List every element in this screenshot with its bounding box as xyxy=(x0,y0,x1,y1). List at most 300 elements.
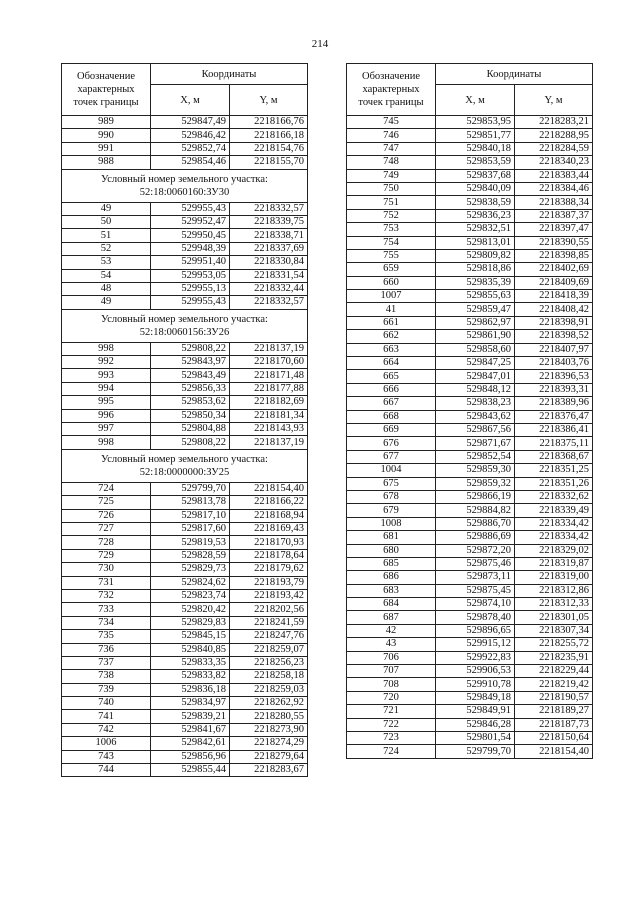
x-cell: 529837,68 xyxy=(436,169,515,182)
point-id-cell: 1004 xyxy=(347,464,436,477)
x-cell: 529839,21 xyxy=(151,710,230,723)
table-row xyxy=(347,397,593,410)
table-row xyxy=(347,236,593,249)
table-row xyxy=(347,383,593,396)
y-cell: 2218154,40 xyxy=(515,745,593,758)
x-cell: 529836,18 xyxy=(151,683,230,696)
point-id-cell: 993 xyxy=(62,369,151,382)
point-id-cell: 988 xyxy=(62,156,151,169)
y-cell: 2218179,62 xyxy=(230,563,308,576)
land-plot-heading: Условный номер земельного участка: 52:18:0000000:ЗУ25 xyxy=(62,449,308,482)
point-id-cell: 749 xyxy=(347,169,436,182)
x-cell: 529950,45 xyxy=(151,229,230,242)
y-cell: 2218137,19 xyxy=(230,436,308,449)
y-cell: 2218351,25 xyxy=(515,464,593,477)
y-cell: 2218383,44 xyxy=(515,169,593,182)
y-cell: 2218389,96 xyxy=(515,397,593,410)
x-cell: 529874,10 xyxy=(436,598,515,611)
x-cell: 529818,86 xyxy=(436,263,515,276)
table-row xyxy=(347,731,593,744)
y-cell: 2218339,49 xyxy=(515,504,593,517)
point-id-cell: 684 xyxy=(347,598,436,611)
table-row xyxy=(62,522,308,535)
table-row xyxy=(347,490,593,503)
x-cell: 529871,67 xyxy=(436,437,515,450)
table-row xyxy=(62,129,308,142)
point-id-cell: 1008 xyxy=(347,517,436,530)
x-cell: 529866,19 xyxy=(436,490,515,503)
table-row xyxy=(62,482,308,495)
table-row xyxy=(62,549,308,562)
table-body-right xyxy=(347,116,593,759)
table-row xyxy=(347,142,593,155)
y-cell: 2218280,55 xyxy=(230,710,308,723)
y-cell: 2218396,53 xyxy=(515,370,593,383)
table-row xyxy=(62,589,308,602)
table-row xyxy=(62,576,308,589)
x-cell: 529851,77 xyxy=(436,129,515,142)
table-row xyxy=(62,656,308,669)
table-row xyxy=(347,263,593,276)
x-cell: 529820,42 xyxy=(151,603,230,616)
point-id-cell: 50 xyxy=(62,215,151,228)
x-cell: 529878,40 xyxy=(436,611,515,624)
y-cell: 2218338,71 xyxy=(230,229,308,242)
x-cell: 529835,39 xyxy=(436,276,515,289)
x-cell: 529843,49 xyxy=(151,369,230,382)
y-cell: 2218177,88 xyxy=(230,382,308,395)
y-cell: 2218388,34 xyxy=(515,196,593,209)
y-cell: 2218258,18 xyxy=(230,670,308,683)
section-row xyxy=(62,309,308,342)
table-row xyxy=(62,670,308,683)
y-cell: 2218398,52 xyxy=(515,330,593,343)
x-cell: 529838,59 xyxy=(436,196,515,209)
table-row xyxy=(62,282,308,295)
point-id-cell: 53 xyxy=(62,256,151,269)
coordinates-header: Координаты xyxy=(151,64,308,85)
table-row xyxy=(62,697,308,710)
table-row xyxy=(62,202,308,215)
x-cell: 529856,96 xyxy=(151,750,230,763)
y-cell: 2218273,90 xyxy=(230,723,308,736)
point-id-cell: 728 xyxy=(62,536,151,549)
y-cell: 2218150,64 xyxy=(515,731,593,744)
point-id-cell: 52 xyxy=(62,242,151,255)
point-id-cell: 998 xyxy=(62,436,151,449)
table-row xyxy=(347,531,593,544)
table-row xyxy=(347,571,593,584)
y-cell: 2218398,91 xyxy=(515,316,593,329)
table-row xyxy=(347,544,593,557)
point-id-cell: 752 xyxy=(347,209,436,222)
point-id-cell: 751 xyxy=(347,196,436,209)
point-id-cell: 734 xyxy=(62,616,151,629)
y-cell: 2218256,23 xyxy=(230,656,308,669)
point-id-cell: 747 xyxy=(347,142,436,155)
table-row xyxy=(62,750,308,763)
y-cell: 2218219,42 xyxy=(515,678,593,691)
y-cell: 2218262,92 xyxy=(230,697,308,710)
table-row xyxy=(62,536,308,549)
point-id-cell: 722 xyxy=(347,718,436,731)
point-id-cell: 730 xyxy=(62,563,151,576)
table-row xyxy=(62,509,308,522)
table-row xyxy=(347,477,593,490)
coordinates-header: Координаты xyxy=(436,64,593,85)
table-row xyxy=(62,396,308,409)
y-cell: 2218279,64 xyxy=(230,750,308,763)
y-cell: 2218340,23 xyxy=(515,156,593,169)
y-cell: 2218274,29 xyxy=(230,737,308,750)
y-cell: 2218171,48 xyxy=(230,369,308,382)
y-cell: 2218137,19 xyxy=(230,342,308,355)
table-row xyxy=(347,557,593,570)
point-id-cell: 664 xyxy=(347,357,436,370)
table-row xyxy=(62,603,308,616)
x-cell: 529955,43 xyxy=(151,202,230,215)
y-cell: 2218386,41 xyxy=(515,423,593,436)
y-cell: 2218334,42 xyxy=(515,531,593,544)
table-row xyxy=(62,710,308,723)
table-row xyxy=(347,437,593,450)
table-row xyxy=(347,611,593,624)
table-row xyxy=(347,182,593,195)
x-cell: 529799,70 xyxy=(436,745,515,758)
x-cell: 529955,13 xyxy=(151,282,230,295)
x-cell: 529852,54 xyxy=(436,450,515,463)
y-header: Y, м xyxy=(230,85,308,116)
table-row xyxy=(62,683,308,696)
y-cell: 2218368,67 xyxy=(515,450,593,463)
point-id-cell: 743 xyxy=(62,750,151,763)
y-header: Y, м xyxy=(515,85,593,116)
point-id-cell: 668 xyxy=(347,410,436,423)
y-cell: 2218235,91 xyxy=(515,651,593,664)
table-row xyxy=(347,464,593,477)
y-cell: 2218384,46 xyxy=(515,182,593,195)
x-cell: 529906,53 xyxy=(436,665,515,678)
y-cell: 2218331,54 xyxy=(230,269,308,282)
point-id-cell: 54 xyxy=(62,269,151,282)
y-cell: 2218409,69 xyxy=(515,276,593,289)
table-row xyxy=(62,142,308,155)
point-id-cell: 662 xyxy=(347,330,436,343)
x-cell: 529896,65 xyxy=(436,624,515,637)
y-cell: 2218307,34 xyxy=(515,624,593,637)
table-row xyxy=(62,643,308,656)
table-row xyxy=(62,764,308,777)
page-number: 214 xyxy=(311,38,329,50)
point-id-cell: 755 xyxy=(347,249,436,262)
table-row xyxy=(347,665,593,678)
point-id-cell: 708 xyxy=(347,678,436,691)
x-cell: 529872,20 xyxy=(436,544,515,557)
y-cell: 2218397,47 xyxy=(515,223,593,236)
point-id-cell: 683 xyxy=(347,584,436,597)
y-cell: 2218143,93 xyxy=(230,423,308,436)
point-id-cell: 727 xyxy=(62,522,151,535)
point-id-cell: 677 xyxy=(347,450,436,463)
point-id-cell: 990 xyxy=(62,129,151,142)
point-id-cell: 995 xyxy=(62,396,151,409)
x-cell: 529861,90 xyxy=(436,330,515,343)
x-cell: 529846,42 xyxy=(151,129,230,142)
x-cell: 529801,54 xyxy=(436,731,515,744)
point-id-cell: 48 xyxy=(62,282,151,295)
point-id-cell: 1007 xyxy=(347,290,436,303)
x-cell: 529922,83 xyxy=(436,651,515,664)
designation-header: Обозначение характерных точек границы xyxy=(347,64,436,116)
point-id-cell: 732 xyxy=(62,589,151,602)
y-cell: 2218259,07 xyxy=(230,643,308,656)
point-id-cell: 42 xyxy=(347,624,436,637)
x-cell: 529808,22 xyxy=(151,436,230,449)
x-cell: 529915,12 xyxy=(436,638,515,651)
table-row xyxy=(347,330,593,343)
x-cell: 529862,97 xyxy=(436,316,515,329)
table-row xyxy=(62,356,308,369)
x-cell: 529840,85 xyxy=(151,643,230,656)
y-cell: 2218187,73 xyxy=(515,718,593,731)
y-cell: 2218334,42 xyxy=(515,517,593,530)
x-cell: 529886,70 xyxy=(436,517,515,530)
point-id-cell: 994 xyxy=(62,382,151,395)
x-cell: 529854,46 xyxy=(151,156,230,169)
x-cell: 529951,40 xyxy=(151,256,230,269)
x-cell: 529859,30 xyxy=(436,464,515,477)
x-header: X, м xyxy=(151,85,230,116)
x-cell: 529952,47 xyxy=(151,215,230,228)
designation-header: Обозначение характерных точек границы xyxy=(62,64,151,116)
table-row xyxy=(62,630,308,643)
point-id-cell: 996 xyxy=(62,409,151,422)
point-id-cell: 723 xyxy=(347,731,436,744)
x-cell: 529809,82 xyxy=(436,249,515,262)
y-cell: 2218407,97 xyxy=(515,343,593,356)
x-cell: 529840,09 xyxy=(436,182,515,195)
point-id-cell: 707 xyxy=(347,665,436,678)
table-row xyxy=(62,723,308,736)
x-cell: 529828,59 xyxy=(151,549,230,562)
y-cell: 2218351,26 xyxy=(515,477,593,490)
table-row xyxy=(347,249,593,262)
point-id-cell: 748 xyxy=(347,156,436,169)
point-id-cell: 745 xyxy=(347,116,436,129)
point-id-cell: 661 xyxy=(347,316,436,329)
y-cell: 2218283,21 xyxy=(515,116,593,129)
y-cell: 2218247,76 xyxy=(230,630,308,643)
table-row xyxy=(62,256,308,269)
x-cell: 529838,23 xyxy=(436,397,515,410)
table-row xyxy=(347,357,593,370)
y-cell: 2218319,00 xyxy=(515,571,593,584)
x-cell: 529867,56 xyxy=(436,423,515,436)
point-id-cell: 681 xyxy=(347,531,436,544)
table-row xyxy=(347,116,593,129)
y-cell: 2218166,18 xyxy=(230,129,308,142)
x-cell: 529799,70 xyxy=(151,482,230,495)
point-id-cell: 724 xyxy=(347,745,436,758)
table-row xyxy=(62,496,308,509)
point-id-cell: 687 xyxy=(347,611,436,624)
y-cell: 2218229,44 xyxy=(515,665,593,678)
y-cell: 2218154,76 xyxy=(230,142,308,155)
table-row xyxy=(347,718,593,731)
x-cell: 529873,11 xyxy=(436,571,515,584)
point-id-cell: 666 xyxy=(347,383,436,396)
y-cell: 2218330,84 xyxy=(230,256,308,269)
point-id-cell: 989 xyxy=(62,116,151,129)
y-cell: 2218337,69 xyxy=(230,242,308,255)
y-cell: 2218339,75 xyxy=(230,215,308,228)
x-cell: 529855,44 xyxy=(151,764,230,777)
y-cell: 2218375,11 xyxy=(515,437,593,450)
y-cell: 2218154,40 xyxy=(230,482,308,495)
x-cell: 529832,51 xyxy=(436,223,515,236)
point-id-cell: 725 xyxy=(62,496,151,509)
point-id-cell: 997 xyxy=(62,423,151,436)
point-id-cell: 680 xyxy=(347,544,436,557)
x-cell: 529836,23 xyxy=(436,209,515,222)
x-cell: 529853,59 xyxy=(436,156,515,169)
point-id-cell: 675 xyxy=(347,477,436,490)
table-row xyxy=(347,691,593,704)
point-id-cell: 43 xyxy=(347,638,436,651)
table-row xyxy=(347,450,593,463)
y-cell: 2218166,22 xyxy=(230,496,308,509)
y-cell: 2218301,05 xyxy=(515,611,593,624)
point-id-cell: 720 xyxy=(347,691,436,704)
y-cell: 2218312,33 xyxy=(515,598,593,611)
table-row xyxy=(62,269,308,282)
x-cell: 529834,97 xyxy=(151,697,230,710)
table-row xyxy=(347,745,593,758)
y-cell: 2218170,60 xyxy=(230,356,308,369)
table-row xyxy=(347,370,593,383)
x-header: X, м xyxy=(436,85,515,116)
table-row xyxy=(347,410,593,423)
point-id-cell: 726 xyxy=(62,509,151,522)
x-cell: 529833,35 xyxy=(151,656,230,669)
y-cell: 2218170,93 xyxy=(230,536,308,549)
point-id-cell: 686 xyxy=(347,571,436,584)
y-cell: 2218418,39 xyxy=(515,290,593,303)
point-id-cell: 678 xyxy=(347,490,436,503)
x-cell: 529856,33 xyxy=(151,382,230,395)
table-row xyxy=(347,196,593,209)
table-row xyxy=(62,215,308,228)
x-cell: 529813,01 xyxy=(436,236,515,249)
table-row xyxy=(347,129,593,142)
table-row xyxy=(347,156,593,169)
table-row xyxy=(62,382,308,395)
table-row xyxy=(347,316,593,329)
point-id-cell: 754 xyxy=(347,236,436,249)
point-id-cell: 998 xyxy=(62,342,151,355)
table-body-left xyxy=(62,116,308,777)
table-row xyxy=(62,242,308,255)
y-cell: 2218190,57 xyxy=(515,691,593,704)
y-cell: 2218259,03 xyxy=(230,683,308,696)
x-cell: 529845,15 xyxy=(151,630,230,643)
y-cell: 2218332,44 xyxy=(230,282,308,295)
y-cell: 2218329,02 xyxy=(515,544,593,557)
y-cell: 2218376,47 xyxy=(515,410,593,423)
x-cell: 529829,83 xyxy=(151,616,230,629)
x-cell: 529849,91 xyxy=(436,705,515,718)
y-cell: 2218169,43 xyxy=(230,522,308,535)
x-cell: 529884,82 xyxy=(436,504,515,517)
x-cell: 529813,78 xyxy=(151,496,230,509)
land-plot-heading: Условный номер земельного участка: 52:18:0060156:ЗУ26 xyxy=(62,309,308,342)
point-id-cell: 737 xyxy=(62,656,151,669)
x-cell: 529852,74 xyxy=(151,142,230,155)
y-cell: 2218288,95 xyxy=(515,129,593,142)
x-cell: 529850,34 xyxy=(151,409,230,422)
table-row xyxy=(62,737,308,750)
x-cell: 529842,61 xyxy=(151,737,230,750)
point-id-cell: 992 xyxy=(62,356,151,369)
table-row xyxy=(347,276,593,289)
section-row xyxy=(62,449,308,482)
y-cell: 2218193,42 xyxy=(230,589,308,602)
point-id-cell: 49 xyxy=(62,202,151,215)
point-id-cell: 746 xyxy=(347,129,436,142)
x-cell: 529840,18 xyxy=(436,142,515,155)
point-id-cell: 667 xyxy=(347,397,436,410)
point-id-cell: 721 xyxy=(347,705,436,718)
y-cell: 2218390,55 xyxy=(515,236,593,249)
table-row xyxy=(347,651,593,664)
y-cell: 2218332,62 xyxy=(515,490,593,503)
x-cell: 529859,32 xyxy=(436,477,515,490)
x-cell: 529847,49 xyxy=(151,116,230,129)
y-cell: 2218202,56 xyxy=(230,603,308,616)
point-id-cell: 753 xyxy=(347,223,436,236)
point-id-cell: 706 xyxy=(347,651,436,664)
x-cell: 529817,60 xyxy=(151,522,230,535)
y-cell: 2218178,64 xyxy=(230,549,308,562)
table-row xyxy=(347,423,593,436)
point-id-cell: 738 xyxy=(62,670,151,683)
table-row xyxy=(347,303,593,316)
point-id-cell: 733 xyxy=(62,603,151,616)
x-cell: 529853,62 xyxy=(151,396,230,409)
table-row xyxy=(347,504,593,517)
table-row xyxy=(347,705,593,718)
y-cell: 2218189,27 xyxy=(515,705,593,718)
point-id-cell: 724 xyxy=(62,482,151,495)
coordinates-table-right xyxy=(346,63,593,759)
x-cell: 529843,97 xyxy=(151,356,230,369)
x-cell: 529875,46 xyxy=(436,557,515,570)
point-id-cell: 41 xyxy=(347,303,436,316)
x-cell: 529824,62 xyxy=(151,576,230,589)
point-id-cell: 731 xyxy=(62,576,151,589)
table-row xyxy=(347,678,593,691)
x-cell: 529953,05 xyxy=(151,269,230,282)
y-cell: 2218398,85 xyxy=(515,249,593,262)
y-cell: 2218241,59 xyxy=(230,616,308,629)
point-id-cell: 729 xyxy=(62,549,151,562)
table-row xyxy=(62,563,308,576)
point-id-cell: 750 xyxy=(347,182,436,195)
y-cell: 2218284,59 xyxy=(515,142,593,155)
table-row xyxy=(347,169,593,182)
point-id-cell: 51 xyxy=(62,229,151,242)
x-cell: 529819,53 xyxy=(151,536,230,549)
